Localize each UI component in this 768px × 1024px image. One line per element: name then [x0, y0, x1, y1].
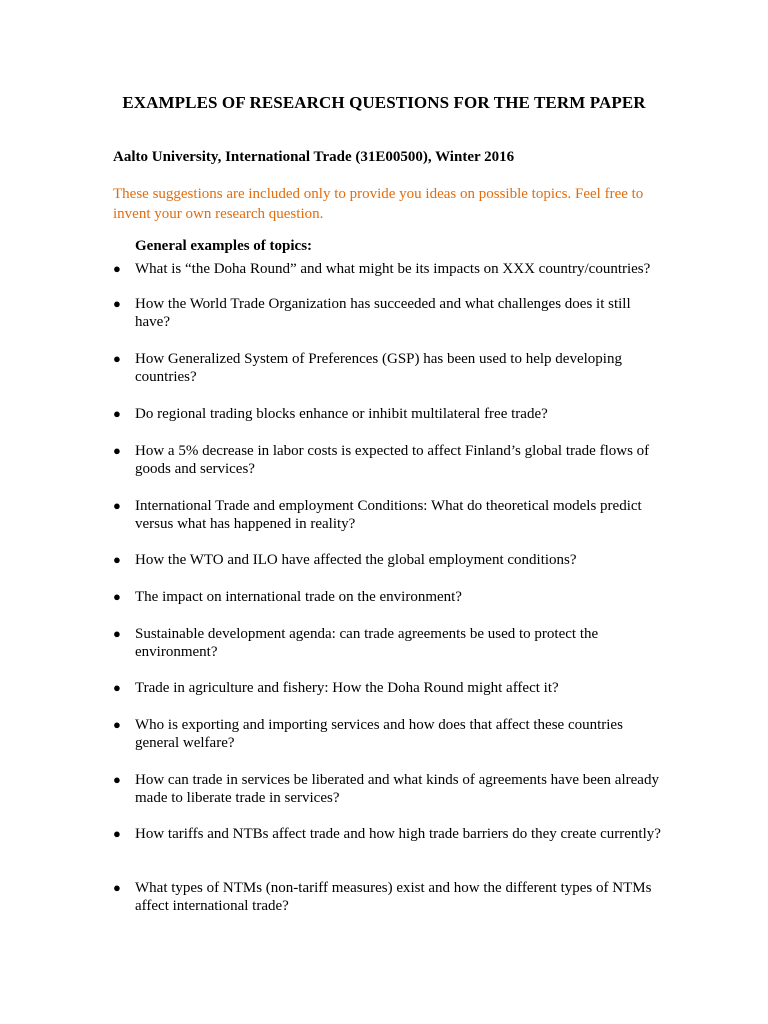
question-text: Trade in agriculture and fishery: How the Doha Round might affect it?: [135, 680, 559, 696]
bullet-icon: ●: [113, 680, 121, 695]
course-subtitle: Aalto University, International Trade (31E00500), Winter 2016: [113, 149, 515, 165]
bullet-icon: ●: [113, 880, 121, 895]
bullet-icon: ●: [113, 261, 121, 276]
bullet-icon: ●: [113, 443, 121, 458]
bullet-icon: ●: [113, 717, 121, 732]
question-text: What is “the Doha Round” and what might be its impacts on XXX country/countries?: [135, 261, 651, 277]
bullet-icon: ●: [113, 589, 121, 604]
question-text: How the World Trade Organization has succeeded and what challenges does it still have?: [135, 296, 631, 330]
bullet-icon: ●: [113, 498, 121, 513]
bullet-icon: ●: [113, 296, 121, 311]
bullet-icon: ●: [113, 626, 121, 641]
bullet-icon: ●: [113, 826, 121, 841]
question-text: Do regional trading blocks enhance or inhibit multilateral free trade?: [135, 406, 548, 422]
bullet-icon: ●: [113, 351, 121, 366]
question-text: What types of NTMs (non-tariff measures) exist and how the different types of NTMs affect international trade?: [135, 880, 652, 914]
topics-heading: General examples of topics:: [135, 238, 313, 254]
page-title: EXAMPLES OF RESEARCH QUESTIONS FOR THE TERM PAPER: [122, 93, 646, 112]
question-text: International Trade and employment Conditions: What do theoretical models predict versus what has happened in reality?: [135, 498, 642, 532]
question-text: Sustainable development agenda: can trade agreements be used to protect the environment?: [135, 626, 599, 660]
question-text: How the WTO and ILO have affected the global employment conditions?: [135, 552, 577, 568]
intro-note: These suggestions are included only to provide you ideas on possible topics. Feel free to invent your own research question.: [113, 186, 644, 222]
question-text: How a 5% decrease in labor costs is expected to affect Finland’s global trade flows of goods and services?: [135, 443, 650, 477]
question-text: How Generalized System of Preferences (GSP) has been used to help developing countries?: [135, 351, 622, 385]
bullet-icon: ●: [113, 406, 121, 421]
question-text: How can trade in services be liberated and what kinds of agreements have been already made to liberate trade in services?: [135, 772, 659, 806]
question-text: Who is exporting and importing services and how does that affect these countries general welfare?: [135, 717, 623, 751]
bullet-icon: ●: [113, 772, 121, 787]
question-text: How tariffs and NTBs affect trade and how high trade barriers do they create currently?: [135, 826, 661, 842]
bullet-icon: ●: [113, 552, 121, 567]
question-text: The impact on international trade on the environment?: [135, 589, 462, 605]
